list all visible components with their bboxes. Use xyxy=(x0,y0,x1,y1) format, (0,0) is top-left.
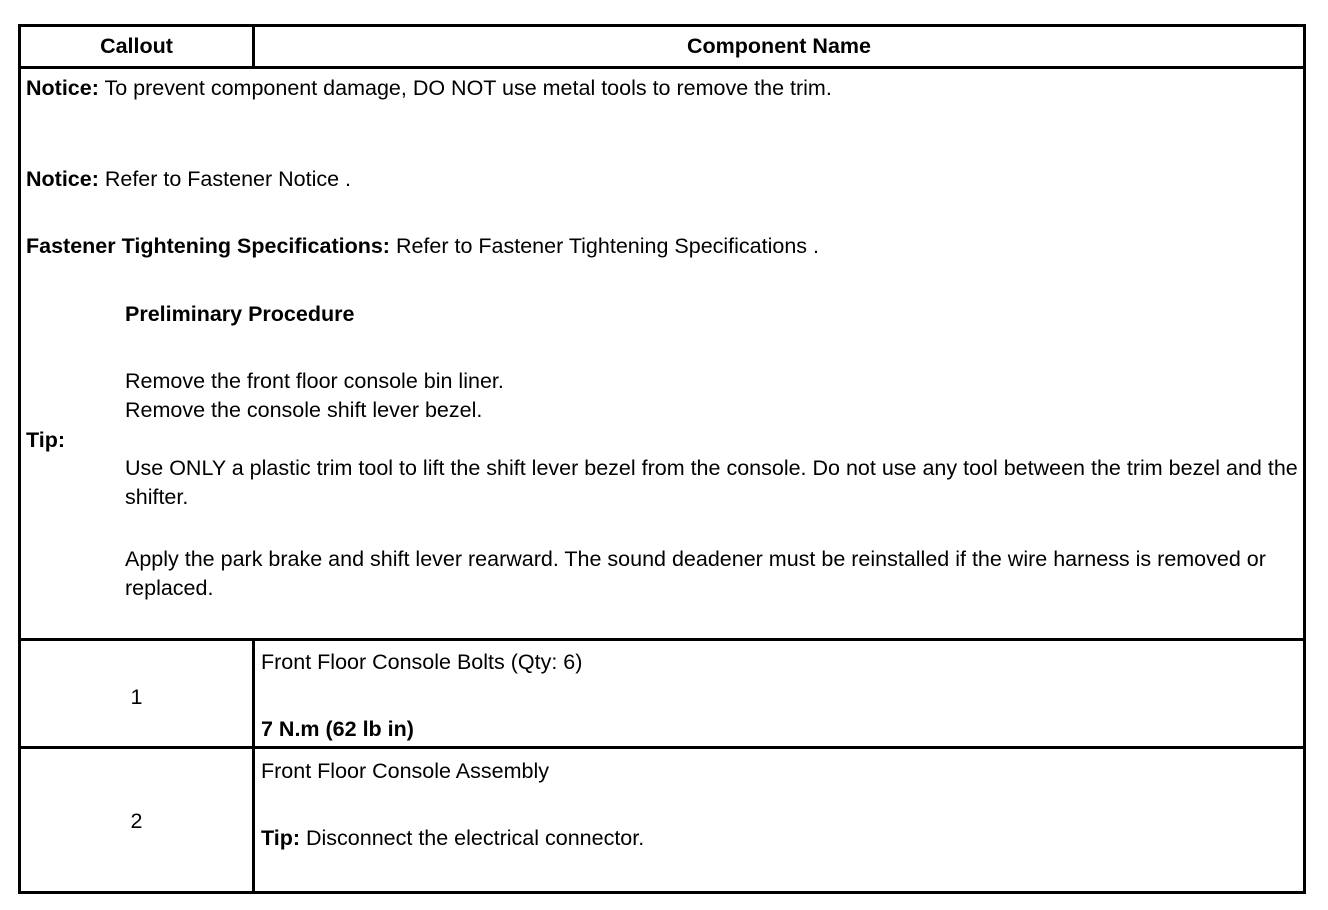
procedure-step: Remove the front floor console bin liner. xyxy=(125,369,504,393)
tip-paragraph: Use ONLY a plastic trim tool to lift the shift lever bezel from the console. Do not use any tool between the trim bezel and the shifter. xyxy=(125,456,1298,509)
header-divider xyxy=(18,66,1306,69)
rows-column-divider xyxy=(252,638,255,894)
fastener-spec-label: Fastener Tightening Specifications: xyxy=(26,234,390,258)
component-tip xyxy=(261,824,644,853)
notice-text xyxy=(26,165,351,194)
preliminary-procedure-title: Preliminary Procedure xyxy=(125,302,355,326)
fastener-spec-body: Refer to Fastener Tightening Specifications . xyxy=(389,234,820,258)
notice-label: Notice: xyxy=(26,76,99,100)
tip-label: Tip: xyxy=(261,826,301,850)
component-name: Front Floor Console Assembly xyxy=(261,759,549,783)
callout-number: 2 xyxy=(130,809,143,833)
component-name: Front Floor Console Bolts (Qty: 6) xyxy=(261,650,583,674)
torque-spec: 7 N.m (62 lb in) xyxy=(261,717,414,741)
procedure-step: Remove the console shift lever bezel. xyxy=(125,398,483,422)
notice-label: Notice: xyxy=(26,167,99,191)
fastener-spec-text xyxy=(26,232,819,261)
intro-divider xyxy=(18,638,1306,641)
notice-body: To prevent component damage, DO NOT use metal tools to remove the trim. xyxy=(98,76,832,100)
callout-number: 1 xyxy=(130,685,143,709)
tip-paragraph: Apply the park brake and shift lever rearward. The sound deadener must be reinstalled if the wire harness is removed or replaced. xyxy=(125,547,1266,600)
header-callout: Callout xyxy=(100,34,173,58)
tip-body: Disconnect the electrical connector. xyxy=(300,826,645,850)
tip-label: Tip: xyxy=(26,428,66,452)
notice-body: Refer to Fastener Notice . xyxy=(98,167,352,191)
header-component-name: Component Name xyxy=(687,34,871,58)
row-divider xyxy=(18,746,1306,749)
notice-text xyxy=(26,74,832,103)
